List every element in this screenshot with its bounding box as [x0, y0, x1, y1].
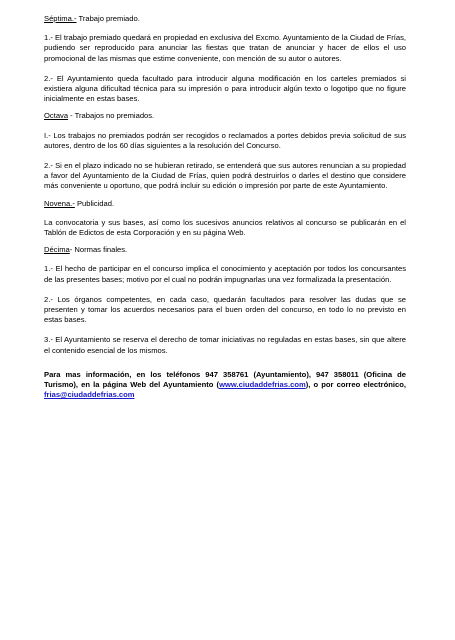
- heading-title: Trabajo premiado.: [76, 14, 140, 23]
- section-heading-decima: [44, 245, 406, 255]
- heading-title: - Normas finales.: [69, 245, 128, 255]
- heading-label: Octava: [44, 111, 69, 121]
- document-page: [44, 14, 406, 410]
- section-heading-septima: [44, 14, 406, 24]
- paragraph: 2.- Si en el plazo indicado no se hubieran retirado, se entenderá que sus autores renuncian a su propiedad a favor del Ayuntamiento de la Ciudad de Frías, quien podrá destruirlos o darles el destino que considere más conveniente u oportuno, que podrá incluir su edición o impresión por parte de este Ayuntamiento.: [44, 161, 406, 191]
- contact-middle: ), o por correo electrónico,: [305, 380, 406, 390]
- heading-title: - Trabajos no premiados.: [68, 111, 155, 121]
- paragraph: 3.- El Ayuntamiento se reserva el derecho de tomar iniciativas no reguladas en estas bases, sin que altere el contenido esencial de los mismos.: [44, 335, 406, 355]
- paragraph: 2.- El Ayuntamiento queda facultado para introducir alguna modificación en los carteles premiados si existiera alguna dificultad técnica para su impresión o para introducir algún texto o logotipo que no figure inicialmente en estas bases.: [44, 73, 406, 104]
- paragraph: 1.- El trabajo premiado quedará en propiedad en exclusiva del Excmo. Ayuntamiento de la Ciudad de Frías, pudiendo ser reproducido para anunciar las fiestas que tratan de anunciar y hacer de ellos el uso promocional de las mismas que estime conveniente, con mención de su autor o autores.: [44, 33, 406, 63]
- contact-paragraph: [44, 370, 406, 401]
- paragraph: I.- Los trabajos no premiados podrán ser recogidos o reclamados a portes debidos previa solicitud de sus autores, dentro de los 60 días siguientes a la resolución del Concurso.: [44, 130, 406, 150]
- paragraph: La convocatoria y sus bases, así como los sucesivos anuncios relativos al concurso se publicarán en el Tablón de Edictos de esta Corporación y en su página Web.: [44, 217, 406, 238]
- email-link[interactable]: frias@ciudaddefrias.com: [44, 390, 135, 400]
- heading-label: Décima: [44, 245, 70, 255]
- section-heading-novena: [44, 199, 406, 209]
- heading-title: Publicidad.: [74, 198, 115, 208]
- contact-intro: Para mas información, en los teléfonos 947 358761 (Ayuntamiento), 947 358011 (Oficina de Turismo), en la página Web del Ayuntamiento: [44, 369, 406, 390]
- website-link[interactable]: www.ciudaddefrias.com: [219, 380, 306, 390]
- paragraph: 1.- El hecho de participar en el concurso implica el conocimiento y aceptación por todos los concursantes de las presentes bases; motivo por el cual no podrán impugnarlas una vez formalizada la presentación.: [44, 264, 406, 284]
- heading-label: Séptima.-: [44, 14, 77, 23]
- section-heading-octava: [44, 111, 406, 121]
- open-paren: (: [216, 380, 220, 390]
- heading-label: Novena.-: [44, 198, 75, 208]
- paragraph: 2.- Los órganos competentes, en cada caso, quedarán facultados para resolver las dudas que se presenten y tomar los acuerdos necesarios para el buen orden del concurso, en todo lo no previsto en estas bases.: [44, 294, 406, 325]
